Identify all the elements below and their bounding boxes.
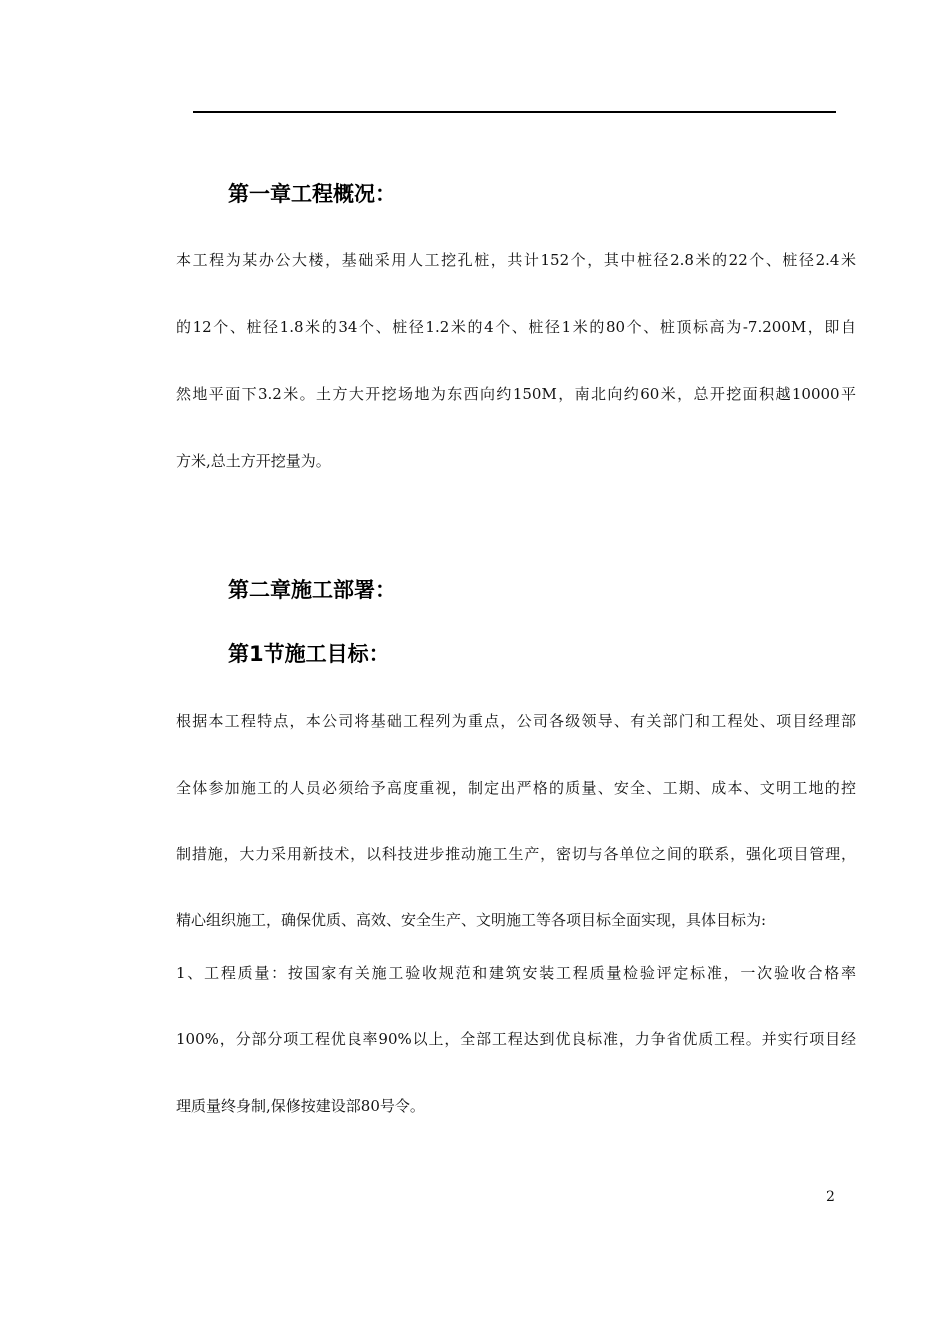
chapter-1-line-2: 的12个、桩径1.8米的34个、桩径1.2米的4个、桩径1米的80个、桩顶标高为-7.200M，即自 — [176, 318, 856, 336]
chapter-2-heading: 第二章施工部署： — [228, 578, 396, 602]
header-rule — [193, 111, 836, 113]
section-1-line-3: 制措施，大力采用新技术，以科技进步推动施工生产，密切与各单位之间的联系，强化项目管理， — [176, 845, 856, 863]
section-1-line-2: 全体参加施工的人员必须给予高度重视，制定出严格的质量、安全、工期、成本、文明工地的控 — [176, 779, 856, 797]
section-1-line-7: 理质量终身制,保修按建设部80号令。 — [176, 1097, 425, 1115]
chapter-1-heading: 第一章工程概况： — [228, 182, 396, 206]
page-number: 2 — [826, 1189, 835, 1205]
section-1-line-4: 精心组织施工，确保优质、高效、安全生产、文明施工等各项目标全面实现，具体目标为: — [176, 911, 767, 929]
chapter-1-line-3: 然地平面下3.2米。土方大开挖场地为东西向约150M，南北向约60米，总开挖面积越10000平 — [176, 385, 856, 403]
section-1-line-1: 根据本工程特点，本公司将基础工程列为重点，公司各级领导、有关部门和工程处、项目经理部 — [176, 712, 856, 730]
section-1-line-5: 1、工程质量：按国家有关施工验收规范和建筑安装工程质量检验评定标准，一次验收合格率 — [176, 964, 856, 982]
section-1-heading: 第1节施工目标： — [228, 642, 390, 666]
chapter-1-line-4: 方米,总土方开挖量为。 — [176, 452, 331, 470]
section-1-line-6: 100%，分部分项工程优良率90%以上，全部工程达到优良标准，力争省优质工程。并实行项目经 — [176, 1030, 856, 1048]
chapter-1-line-1: 本工程为某办公大楼，基础采用人工挖孔桩，共计152个，其中桩径2.8米的22个、桩径2.4米 — [176, 251, 856, 269]
